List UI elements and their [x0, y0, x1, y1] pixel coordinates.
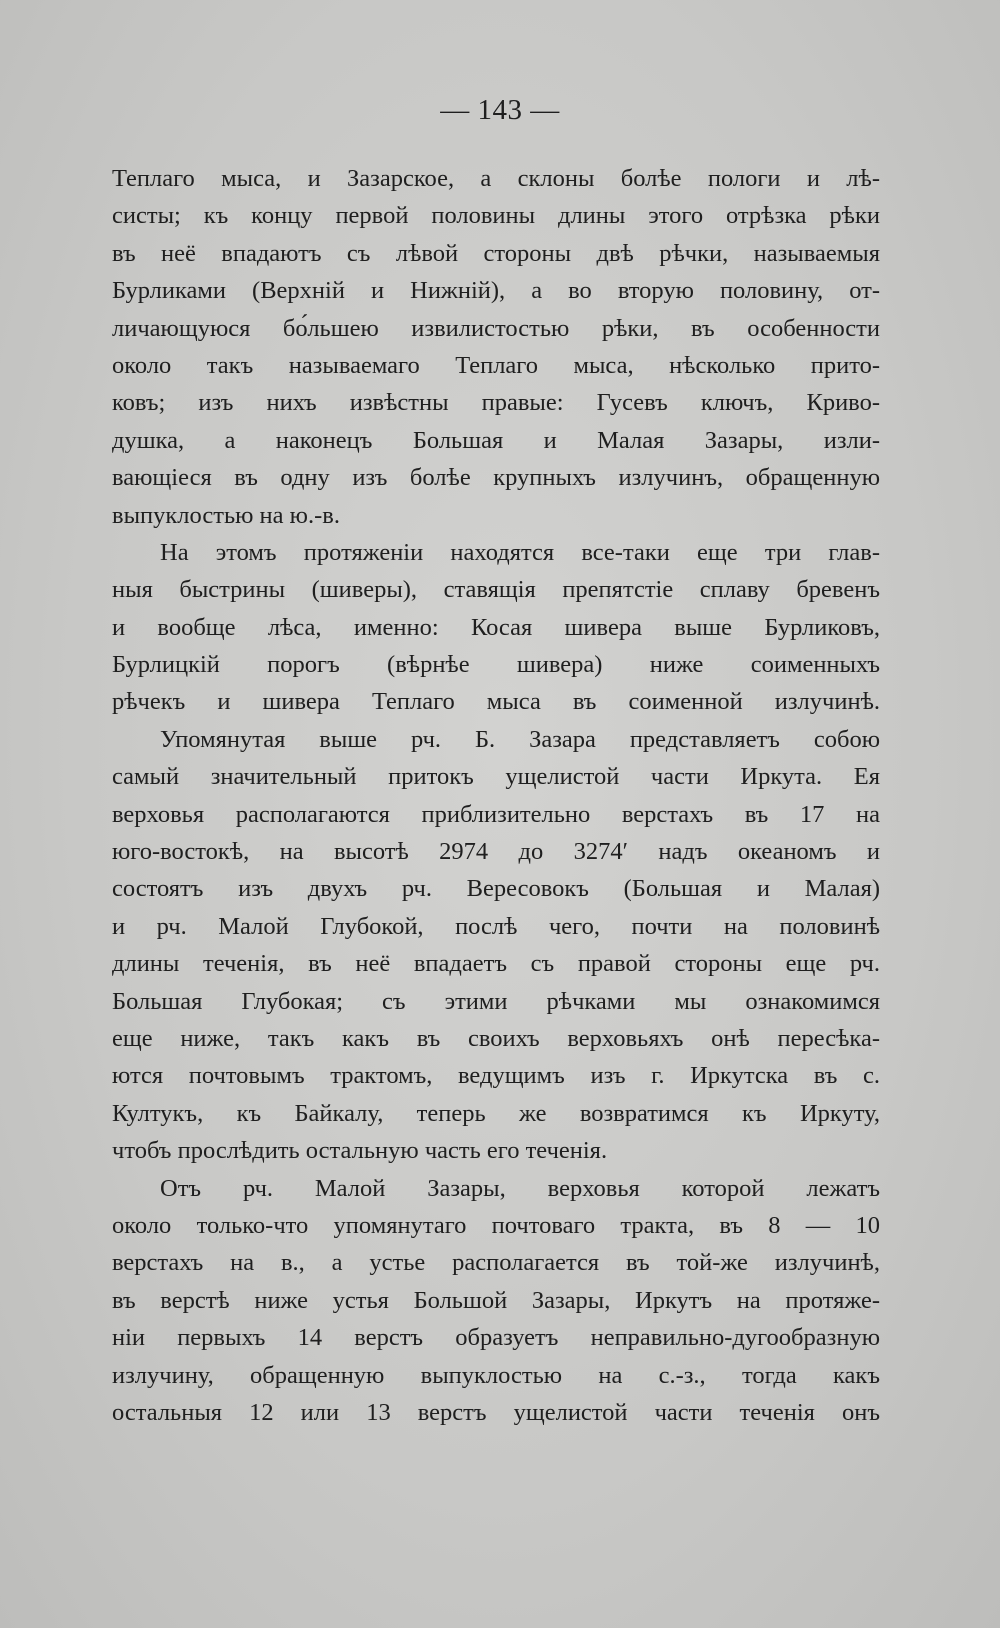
- paragraph-3: [112, 721, 880, 1170]
- text-line: ются почтовымъ трактомъ, ведущимъ изъ г. Иркутска въ с.: [112, 1062, 880, 1090]
- page-number: — 143 —: [440, 94, 560, 126]
- text-line: душка, а наконецъ Большая и Малая Зазары, изли-: [112, 426, 880, 454]
- text-line: остальныя 12 или 13 верстъ ущелистой части теченія онъ: [112, 1398, 880, 1426]
- text-line: около такъ называемаго Теплаго мыса, нѣсколько прито-: [112, 351, 880, 379]
- text-line: въ неё впадаютъ съ лѣвой стороны двѣ рѣчки, называемыя: [112, 239, 880, 267]
- text-line: еще ниже, такъ какъ въ своихъ верховьяхъ онѣ пересѣка-: [112, 1024, 880, 1052]
- paragraph-2: [112, 534, 880, 721]
- text-line: Бурликами (Верхній и Нижній), а во вторую половину, от-: [112, 277, 880, 305]
- text-line: верховья располагаются приблизительно верстахъ въ 17 на: [112, 800, 880, 828]
- text-line: ніи первыхъ 14 верстъ образуетъ неправильно-дугообразную: [112, 1324, 880, 1352]
- paragraph-4: [112, 1170, 880, 1432]
- text-line: около только-что упомянутаго почтоваго тракта, въ 8 — 10: [112, 1211, 880, 1239]
- text-line: ныя быстрины (шиверы), ставящія препятстіе сплаву бревенъ: [112, 576, 880, 604]
- text-line: и вообще лѣса, именно: Косая шивера выше Бурликовъ,: [112, 613, 880, 641]
- text-line: Большая Глубокая; съ этими рѣчками мы ознакомимся: [112, 987, 880, 1015]
- text-line: систы; къ концу первой половины длины этого отрѣзка рѣки: [112, 202, 880, 230]
- text-line: Отъ рч. Малой Зазары, верховья которой лежатъ: [160, 1174, 880, 1202]
- text-line: Бурлицкій порогъ (вѣрнѣе шивера) ниже соименныхъ: [112, 651, 880, 679]
- text-line: и рч. Малой Глубокой, послѣ чего, почти на половинѣ: [112, 912, 880, 940]
- body-text: [112, 160, 880, 1431]
- text-line: На этомъ протяженіи находятся все-таки еще три глав-: [160, 538, 880, 566]
- text-line: личающуюся бо́льшею извилистостью рѣки, въ особенности: [112, 314, 880, 342]
- text-line: Теплаго мыса, и Зазарское, а склоны болѣе пологи и лѣ-: [112, 165, 880, 192]
- text-line: длины теченія, въ неё впадаетъ съ правой стороны еще рч.: [112, 950, 880, 978]
- text-line: рѣчекъ и шивера Теплаго мыса въ соименной излучинѣ.: [112, 688, 880, 716]
- text-line: верстахъ на в., а устье располагается въ той-же излучинѣ,: [112, 1249, 880, 1277]
- text-line: въ верстѣ ниже устья Большой Зазары, Иркутъ на протяже-: [112, 1286, 880, 1314]
- text-line: вающіеся въ одну изъ болѣе крупныхъ излучинъ, обращенную: [112, 464, 880, 492]
- text-line: Упомянутая выше рч. Б. Зазара представляетъ собою: [160, 725, 880, 753]
- text-line: самый значительный притокъ ущелистой части Иркута. Ея: [112, 763, 880, 791]
- text-line: чтобъ прослѣдить остальную часть его теченія.: [112, 1137, 608, 1165]
- text-line: выпуклостью на ю.-в.: [112, 501, 340, 529]
- paragraph-1: [112, 160, 880, 534]
- text-line: состоятъ изъ двухъ рч. Вересовокъ (Большая и Малая): [112, 875, 880, 903]
- text-line: ковъ; изъ нихъ извѣстны правые: Гусевъ ключъ, Криво-: [112, 389, 880, 417]
- text-line: Култукъ, къ Байкалу, теперь же возвратимся къ Иркуту,: [112, 1099, 880, 1127]
- text-line: излучину, обращенную выпуклостью на с.-з., тогда какъ: [112, 1361, 880, 1389]
- text-line: юго-востокѣ, на высотѣ 2974 до 3274′ надъ океаномъ и: [112, 838, 880, 866]
